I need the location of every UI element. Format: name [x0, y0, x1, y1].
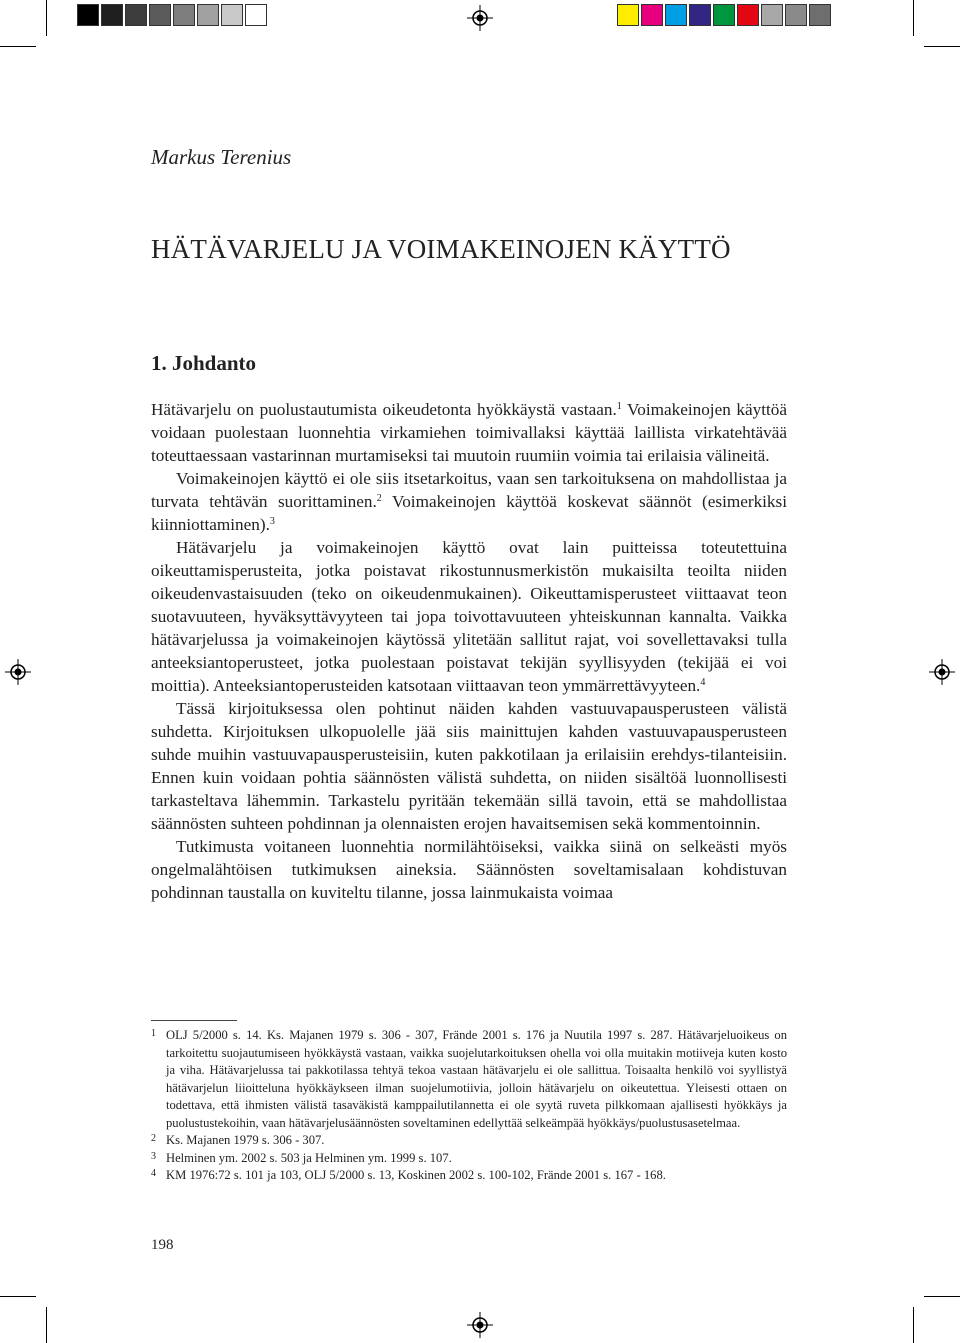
author-name: Markus Terenius [151, 145, 292, 169]
color-swatch [101, 4, 123, 26]
body-paragraph [151, 835, 787, 904]
paragraph-text: Hätävarjelu on puolustautumista oikeudetonta hyökkäystä vastaan. [151, 400, 617, 419]
footnote [151, 1150, 787, 1168]
registration-mark-icon [467, 1312, 493, 1338]
color-swatch [689, 4, 711, 26]
footnote [151, 1027, 787, 1132]
registration-mark-icon [5, 659, 31, 685]
paragraph-text: Voimakeinojen käyttöä koskevat säännöt (esimerkiksi kiinniottaminen). [151, 492, 787, 534]
paragraph-text: Tässä kirjoituksessa olen pohtinut näiden kahden vastuuvapausperusteen välistä suhdetta. Kirjoituksen ulkopuolelle jää siis mainittujen kahden vastuuvapausperusteen suhde muihin vastuuvapausperusteisiin, kuten pakkotilaan ja erilaisiin erehdys-tilanteisiin. Ennen kuin voidaan pohtia säännösten välistä suhdetta, on niiden sisältöä luonnollisesti tarkasteltava lähemmin. Tarkastelu pyritään tekemään sillä tavoin, että se mahdollistaa säännösten suhteen pohdinnan ja olennaisten erojen havaitsemisen sekä kommentoinnin. [151, 699, 787, 833]
crop-mark-top-left-v [46, 0, 47, 36]
footnote-number: 2 [151, 1133, 156, 1144]
footnote-text: OLJ 5/2000 s. 14. Ks. Majanen 1979 s. 306 - 307, Frände 2001 s. 176 ja Nuutila 1997 s. 287. Hätävarjeluoikeus on tarkoitettu suojautumiseen hyökkäystä vastaan, vaikka suojelutarkoituksen ohella voi olla muitakin motiiveja kuten kosto ja viha. Hätävarjelussa tai pakkotilassa tehtyä tekoa vastaan hätävarjelu ei ole sallittua. Toisaalta henkilö voi syyllistyä hätävarjelun liioitteluna hyökkäykseen ilman suojelumotiivia, jolloin hätävarjelu on oikeutettua. Yleisesti ottaen on todettava, että ihmisten välistä tasaväkistä kamppailutilannetta ei ole syytä ruveta pilkkomaan ajallisesti hyökkäys ja puolustustekoihin, vaan hätävarjelusäännösten soveltaminen edellyttää selkeämpää hyökkäys/puolustusasetelmaa. [166, 1028, 787, 1130]
paragraph-text: Voimakeinojen käyttö ei ole siis itsetarkoitus, vaan sen tarkoituksena on mahdollistaa ja turvata tehtävän suorittaminen. [151, 469, 787, 511]
footnotes [151, 1027, 787, 1185]
crop-mark-top-left-h [0, 46, 36, 47]
cmyk-color-bar [617, 4, 833, 26]
color-swatch [761, 4, 783, 26]
registration-mark-icon [467, 5, 493, 31]
article-title: HÄTÄVARJELU JA VOIMAKEINOJEN KÄYTTÖ [151, 234, 731, 264]
color-swatch [809, 4, 831, 26]
color-swatch [713, 4, 735, 26]
crop-mark-bottom-left-v [46, 1307, 47, 1343]
grayscale-color-bar [77, 4, 269, 26]
crop-mark-top-right-v [913, 0, 914, 36]
footnote-reference: 2 [376, 493, 382, 504]
color-swatch [197, 4, 219, 26]
registration-mark-icon [929, 659, 955, 685]
body-paragraph [151, 398, 787, 467]
body-paragraph [151, 697, 787, 835]
footnote-separator [151, 1020, 237, 1021]
footnote-text: Helminen ym. 2002 s. 503 ja Helminen ym. 1999 s. 107. [166, 1150, 452, 1165]
footnote-number: 4 [151, 1168, 156, 1179]
color-swatch [785, 4, 807, 26]
crop-mark-bottom-left-h [0, 1296, 36, 1297]
page-number: 198 [151, 1237, 174, 1253]
color-swatch [221, 4, 243, 26]
crop-mark-top-right-h [924, 46, 960, 47]
footnote-number: 3 [151, 1150, 156, 1162]
body-paragraph [151, 467, 787, 536]
crop-mark-bottom-right-v [913, 1307, 914, 1343]
paragraph-text: Tutkimusta voitaneen luonnehtia normilähtöiseksi, vaikka siinä on selkeästi myös ongelmalähtöisen tutkimuksen aineksia. Säännösten soveltamisalaan kohdistuvan pohdinnan taustalla on kuviteltu tilanne, jossa lainmukaista voimaa [151, 837, 787, 902]
paragraph-text: Hätävarjelu ja voimakeinojen käyttö ovat lain puitteissa toteutettuina oikeuttamisperusteita, jotka poistavat rikostunnusmerkistön mukaisilta teoilta niiden oikeudenvastaisuuden (teko on oikeudenmukainen). Oikeuttamisperusteet viittaavat teon suotavuuteen, hyväksyttävyyteen tai jopa toivottavuuteen yhteiskunnan kannalta. Vaikka hätävarjelussa ja voimakeinojen käytössä ylitetään sallitut rajat, voi sovellettavaksi tulla anteeksiantoperusteet, jotka puolestaan poistavat tekijän syyllisyyden (tekijää ei voi moittia). Anteeksiantoperusteiden katsotaan viittaavan teon ymmärrettävyyteen. [151, 538, 787, 695]
color-swatch [617, 4, 639, 26]
color-swatch [173, 4, 195, 26]
footnote-reference: 3 [269, 516, 275, 527]
footnote-number: 1 [151, 1028, 156, 1039]
color-swatch [737, 4, 759, 26]
footnote-reference: 4 [700, 677, 706, 688]
footnote [151, 1167, 787, 1185]
color-swatch [641, 4, 663, 26]
body-text [151, 398, 787, 904]
color-swatch [245, 4, 267, 26]
crop-mark-bottom-right-h [924, 1296, 960, 1297]
color-swatch [665, 4, 687, 26]
paragraph-text: Voimakeinojen käyttöä voidaan puolestaan luonnehtia virkamiehen toimivallaksi käyttää laillista virkatehtävää toteuttaessaan vastarinnan murtamiseksi tai muutoin ruumiin voimia tai erilaisia välineitä. [151, 400, 787, 465]
color-swatch [149, 4, 171, 26]
footnote [151, 1132, 787, 1150]
color-swatch [77, 4, 99, 26]
body-paragraph [151, 536, 787, 697]
footnote-reference: 1 [616, 401, 622, 412]
color-swatch [125, 4, 147, 26]
footnote-text: KM 1976:72 s. 101 ja 103, OLJ 5/2000 s. 13, Koskinen 2002 s. 100-102, Frände 2001 s. 167 - 168. [166, 1168, 666, 1182]
section-heading: 1. Johdanto [151, 351, 257, 375]
footnote-text: Ks. Majanen 1979 s. 306 - 307. [166, 1133, 325, 1147]
